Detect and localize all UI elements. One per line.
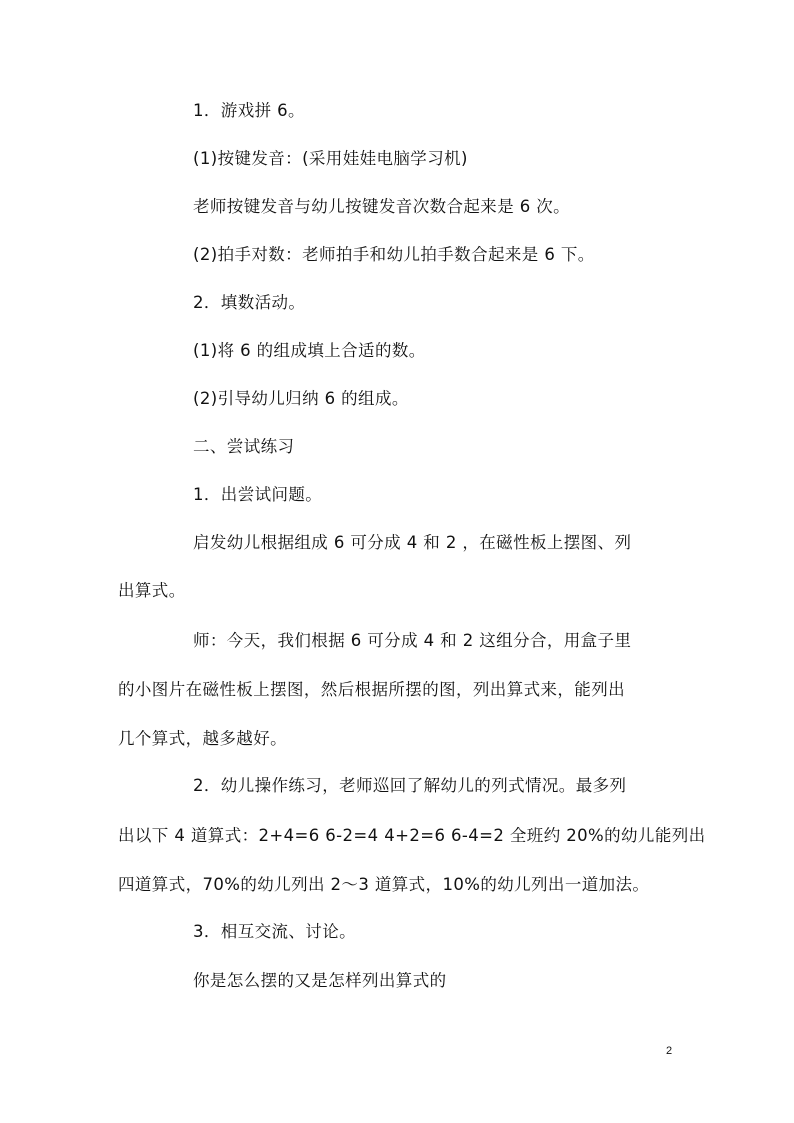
text-line: 几个算式，越多越好。 [118, 729, 287, 748]
text-line: 1．出尝试问题。 [193, 485, 323, 504]
text-line: (2)引导幼儿归纳 6 的组成。 [193, 389, 409, 408]
text-line: 3．相互交流、讨论。 [193, 922, 356, 941]
page-number: 2 [666, 1045, 673, 1057]
text-line: 2．幼儿操作练习，老师巡回了解幼儿的列式情况。最多列 [193, 776, 627, 795]
text-line: 1．游戏拼 6。 [193, 101, 305, 120]
text-line: 四道算式，70%的幼儿列出 2～3 道算式，10%的幼儿列出一道加法。 [118, 875, 650, 894]
text-line: (1)将 6 的组成填上合适的数。 [193, 341, 426, 360]
text-line: 的小图片在磁性板上摆图，然后根据所摆的图，列出算式来，能列出 [118, 680, 625, 699]
section-heading: 二、尝试练习 [193, 437, 295, 456]
text-line: 师：今天，我们根据 6 可分成 4 和 2 这组分合，用盒子里 [193, 631, 632, 650]
text-line: 老师按键发音与幼儿按键发音次数合起来是 6 次。 [193, 197, 571, 216]
text-line: 2．填数活动。 [193, 293, 306, 312]
text-line: 启发幼儿根据组成 6 可分成 4 和 2 ，在磁性板上摆图、列 [193, 533, 632, 552]
text-line: 你是怎么摆的又是怎样列出算式的 [193, 971, 447, 990]
text-line: (1)按键发音：(采用娃娃电脑学习机) [193, 149, 468, 168]
text-line: 出算式。 [118, 581, 186, 600]
text-line: 出以下 4 道算式：2+4=6 6-2=4 4+2=6 6-4=2 全班约 20%的幼儿能列出 [118, 826, 706, 845]
text-line: (2)拍手对数：老师拍手和幼儿拍手数合起来是 6 下。 [193, 245, 595, 264]
